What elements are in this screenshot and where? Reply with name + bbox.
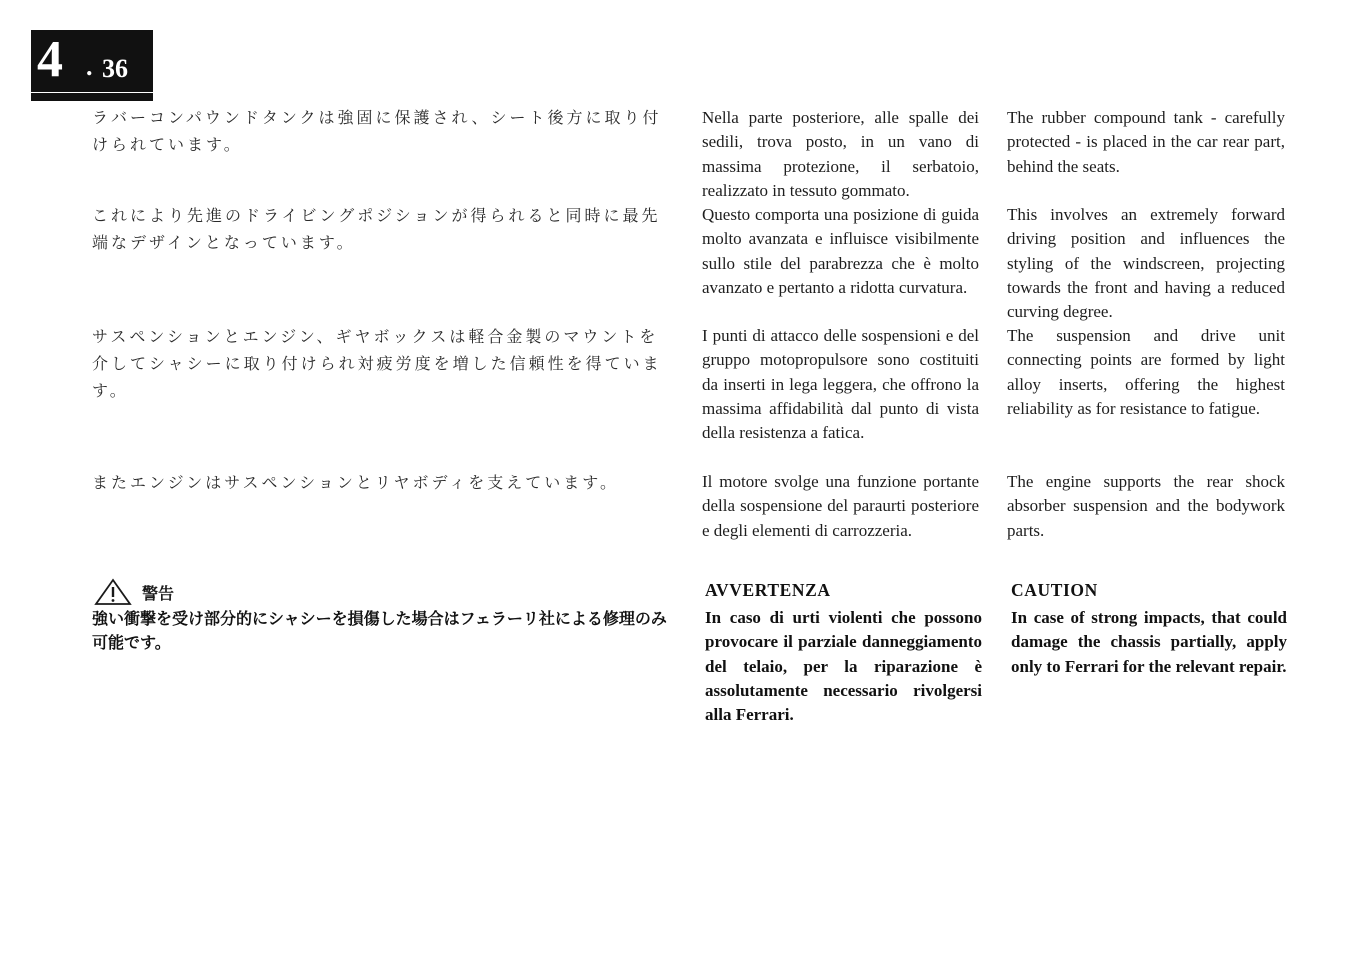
- en-warning-title: CAUTION: [1011, 580, 1098, 600]
- it-paragraph-2: Questo comporta una posizione di guida molto avanzata e influisce visibilmente sullo stile del parabrezza che è molto avanzato e pertanto a ridotta curvatura.: [702, 205, 979, 297]
- jp-paragraph-4: またエンジンはサスペンションとリヤボディを支えています。: [92, 473, 619, 492]
- it-warning-text: In caso di urti violenti che possono provocare il parziale danneggiamento del telaio, per la riparazione è assolutamente necessario rivolgersi alla Ferrari.: [705, 608, 982, 725]
- jp-warning-text: 強い衝撃を受け部分的にシャシーを損傷した場合はフェラーリ社による修理のみ可能です。: [92, 609, 667, 652]
- jp-paragraph-1: ラバーコンパウンドタンクは強固に保護され、シート後方に取り付けられています。: [92, 108, 662, 154]
- it-paragraph-3: I punti di attacco delle sospensioni e del gruppo motopropulsore sono costituiti da inserti in lega leggera, che offrono la massima affidabilità dal punto di vista della resistenza a fatica.: [702, 326, 979, 443]
- it-paragraph-1: Nella parte posteriore, alle spalle dei sedili, trova posto, in un vano di massima protezione, il serbatoio, realizzato in tessuto gommato.: [702, 108, 979, 200]
- section-separator: .: [86, 52, 93, 81]
- jp-paragraph-2: これにより先進のドライビングポジションが得られると同時に最先端なデザインとなっています。: [92, 206, 661, 252]
- it-paragraph-4: Il motore svolge una funzione portante della sospensione del paraurti posteriore e degli elementi di carrozzeria.: [702, 472, 979, 540]
- en-paragraph-2: This involves an extremely forward driving position and influences the styling of the windscreen, projecting towards the front and having a reduced curving degree.: [1007, 205, 1285, 322]
- jp-warning-label: 警告: [142, 583, 175, 603]
- page-number: 36: [102, 54, 128, 83]
- en-warning-text: In case of strong impacts, that could damage the chassis partially, apply only to Ferrari for the relevant repair.: [1011, 608, 1287, 676]
- jp-paragraph-3: サスペンションとエンジン、ギヤボックスは軽合金製のマウントを介してシャシーに取り付けられ対疲労度を増した信頼性を得ています。: [92, 327, 662, 400]
- section-number-badge: [31, 30, 153, 92]
- en-paragraph-4: The engine supports the rear shock absorber suspension and the bodywork parts.: [1007, 472, 1285, 540]
- warning-triangle-icon: [94, 578, 132, 606]
- header-rule: [31, 93, 153, 101]
- en-paragraph-1: The rubber compound tank - carefully protected - is placed in the car rear part, behind the seats.: [1007, 108, 1285, 176]
- section-major-number: 4: [37, 31, 63, 88]
- en-paragraph-3: The suspension and drive unit connecting points are formed by light alloy inserts, offering the highest reliability as for resistance to fatigue.: [1007, 326, 1285, 418]
- it-warning-title: AVVERTENZA: [705, 580, 831, 600]
- jp-warning-heading: [94, 578, 174, 606]
